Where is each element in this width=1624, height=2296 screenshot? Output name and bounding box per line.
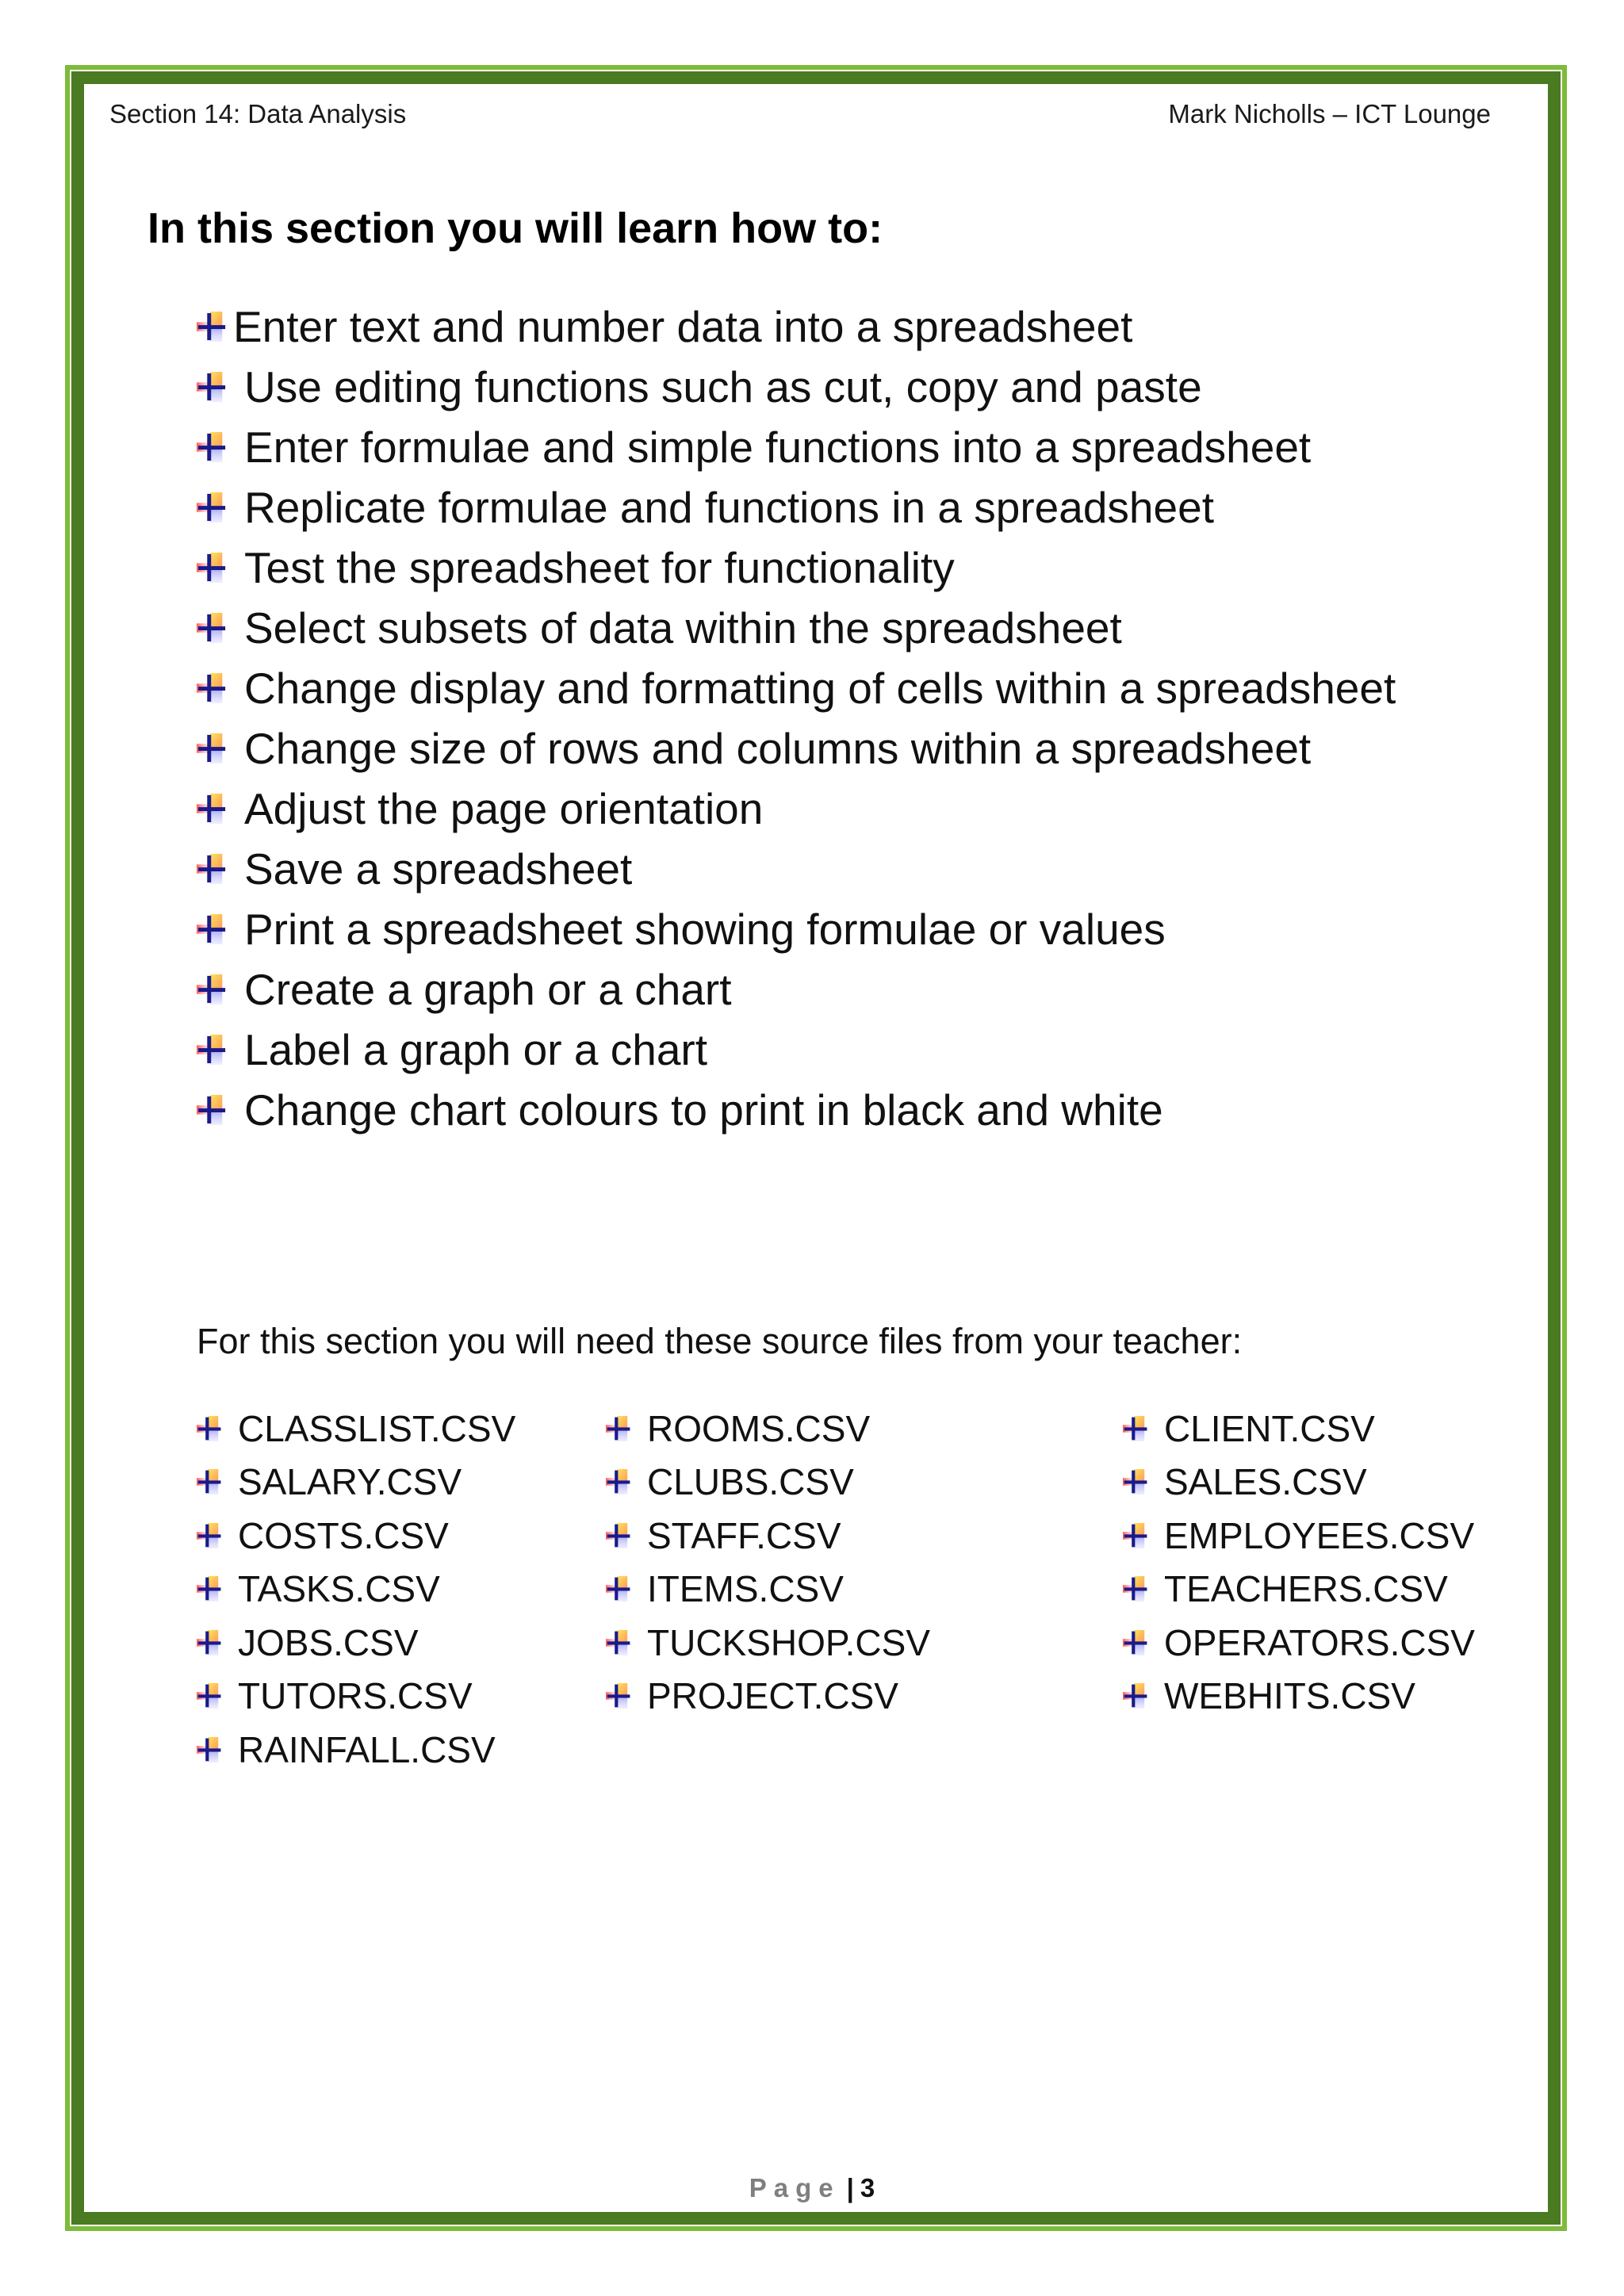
plus-bullet-icon: [197, 613, 227, 643]
source-file-name: TASKS.CSV: [238, 1568, 440, 1610]
objective-item: [197, 899, 1396, 959]
objective-item: [197, 1080, 1396, 1140]
source-file-item: [606, 1563, 930, 1617]
plus-bullet-icon: [197, 553, 227, 583]
plus-bullet-icon: [197, 1035, 227, 1065]
plus-bullet-icon: [197, 673, 227, 703]
page-label: Page: [749, 2173, 841, 2202]
source-file-item: [197, 1402, 515, 1456]
objective-text: Adjust the page orientation: [244, 784, 764, 833]
plus-bullet-icon: [606, 1683, 631, 1709]
plus-bullet-icon: [197, 1737, 222, 1762]
source-files-intro: For this section you will need these source files from your teacher:: [197, 1321, 1243, 1361]
objective-text: Save a spreadsheet: [244, 844, 633, 894]
objective-text: Test the spreadsheet for functionality: [244, 543, 955, 592]
source-files-column-3: [1123, 1402, 1475, 1723]
objective-text: Replicate formulae and functions in a spreadsheet: [244, 483, 1214, 532]
objective-item: [197, 598, 1396, 658]
source-file-item: [1123, 1563, 1475, 1617]
objective-item: [197, 297, 1396, 357]
source-file-item: [606, 1616, 930, 1670]
plus-bullet-icon: [1123, 1576, 1148, 1601]
source-file-name: WEBHITS.CSV: [1164, 1675, 1415, 1717]
objective-item: [197, 477, 1396, 538]
plus-bullet-icon: [197, 854, 227, 884]
source-file-name: SALARY.CSV: [238, 1461, 462, 1503]
objective-text: Use editing functions such as cut, copy and paste: [244, 362, 1202, 411]
source-file-item: [1123, 1509, 1475, 1563]
objective-text: Enter formulae and simple functions into a spreadsheet: [244, 423, 1312, 472]
objective-item: [197, 658, 1396, 718]
plus-bullet-icon: [197, 492, 227, 522]
source-file-name: OPERATORS.CSV: [1164, 1621, 1475, 1663]
source-file-name: ITEMS.CSV: [647, 1568, 844, 1610]
source-file-item: [1123, 1456, 1475, 1510]
source-file-item: [606, 1402, 930, 1456]
header-section-title: Section 14: Data Analysis: [109, 99, 407, 128]
source-file-name: CLUBS.CSV: [647, 1461, 854, 1503]
source-file-name: TUCKSHOP.CSV: [647, 1621, 931, 1663]
plus-bullet-icon: [197, 1630, 222, 1655]
source-file-name: COSTS.CSV: [238, 1514, 449, 1556]
objective-item: [197, 779, 1396, 839]
plus-bullet-icon: [1123, 1469, 1148, 1494]
source-file-item: [197, 1563, 515, 1617]
plus-bullet-icon: [197, 1416, 222, 1441]
objective-text: Enter text and number data into a spreadsheet: [233, 302, 1133, 351]
objective-text: Change chart colours to print in black and white: [244, 1085, 1163, 1135]
source-file-item: [197, 1616, 515, 1670]
plus-bullet-icon: [197, 794, 227, 824]
objective-item: [197, 417, 1396, 477]
objective-text: Create a graph or a chart: [244, 965, 732, 1014]
plus-bullet-icon: [606, 1630, 631, 1655]
source-file-item: [197, 1723, 515, 1777]
plus-bullet-icon: [1123, 1683, 1148, 1709]
source-file-item: [197, 1509, 515, 1563]
plus-bullet-icon: [197, 372, 227, 402]
source-file-name: TEACHERS.CSV: [1164, 1568, 1448, 1610]
source-file-name: TUTORS.CSV: [238, 1675, 473, 1717]
plus-bullet-icon: [197, 914, 227, 944]
source-file-name: CLIENT.CSV: [1164, 1407, 1375, 1449]
plus-bullet-icon: [197, 1523, 222, 1548]
plus-bullet-icon: [606, 1469, 631, 1494]
plus-bullet-icon: [197, 1469, 222, 1494]
objective-text: Print a spreadsheet showing formulae or values: [244, 905, 1166, 954]
plus-bullet-icon: [197, 974, 227, 1004]
objective-item: [197, 718, 1396, 779]
objective-text: Label a graph or a chart: [244, 1025, 707, 1074]
objective-item: [197, 1020, 1396, 1080]
page-separator: |: [846, 2173, 854, 2202]
source-files-column-1: [197, 1402, 515, 1777]
objective-item: [197, 839, 1396, 899]
source-file-name: CLASSLIST.CSV: [238, 1407, 516, 1449]
objective-item: [197, 357, 1396, 417]
plus-bullet-icon: [1123, 1523, 1148, 1548]
source-file-name: ROOMS.CSV: [647, 1407, 871, 1449]
source-file-name: EMPLOYEES.CSV: [1164, 1514, 1475, 1556]
objective-text: Select subsets of data within the spreadsheet: [244, 603, 1122, 652]
plus-bullet-icon: [1123, 1630, 1148, 1655]
header-author: Mark Nicholls – ICT Lounge: [1168, 99, 1491, 128]
source-file-item: [606, 1670, 930, 1724]
source-file-item: [1123, 1616, 1475, 1670]
source-file-item: [1123, 1670, 1475, 1724]
source-file-item: [606, 1509, 930, 1563]
section-heading: In this section you will learn how to:: [147, 205, 883, 252]
source-file-name: RAINFALL.CSV: [238, 1728, 496, 1770]
page-footer: [0, 2172, 1624, 2204]
source-file-name: JOBS.CSV: [238, 1621, 419, 1663]
plus-bullet-icon: [197, 1683, 222, 1709]
plus-bullet-icon: [606, 1576, 631, 1601]
page-number: 3: [860, 2173, 875, 2202]
source-file-item: [197, 1456, 515, 1510]
source-file-name: STAFF.CSV: [647, 1514, 841, 1556]
plus-bullet-icon: [197, 432, 227, 462]
plus-bullet-icon: [606, 1416, 631, 1441]
source-files-column-2: [606, 1402, 930, 1723]
objective-item: [197, 959, 1396, 1020]
source-file-name: PROJECT.CSV: [647, 1675, 898, 1717]
source-file-item: [197, 1670, 515, 1724]
source-file-name: SALES.CSV: [1164, 1461, 1367, 1503]
objective-text: Change size of rows and columns within a spreadsheet: [244, 724, 1312, 773]
learning-objectives-list: [197, 297, 1396, 1140]
plus-bullet-icon: [197, 1095, 227, 1125]
objective-item: [197, 538, 1396, 598]
plus-bullet-icon: [197, 733, 227, 763]
plus-bullet-icon: [197, 312, 227, 342]
plus-bullet-icon: [1123, 1416, 1148, 1441]
plus-bullet-icon: [197, 1576, 222, 1601]
objective-text: Change display and formatting of cells within a spreadsheet: [244, 664, 1396, 713]
plus-bullet-icon: [606, 1523, 631, 1548]
source-file-item: [1123, 1402, 1475, 1456]
source-file-item: [606, 1456, 930, 1510]
